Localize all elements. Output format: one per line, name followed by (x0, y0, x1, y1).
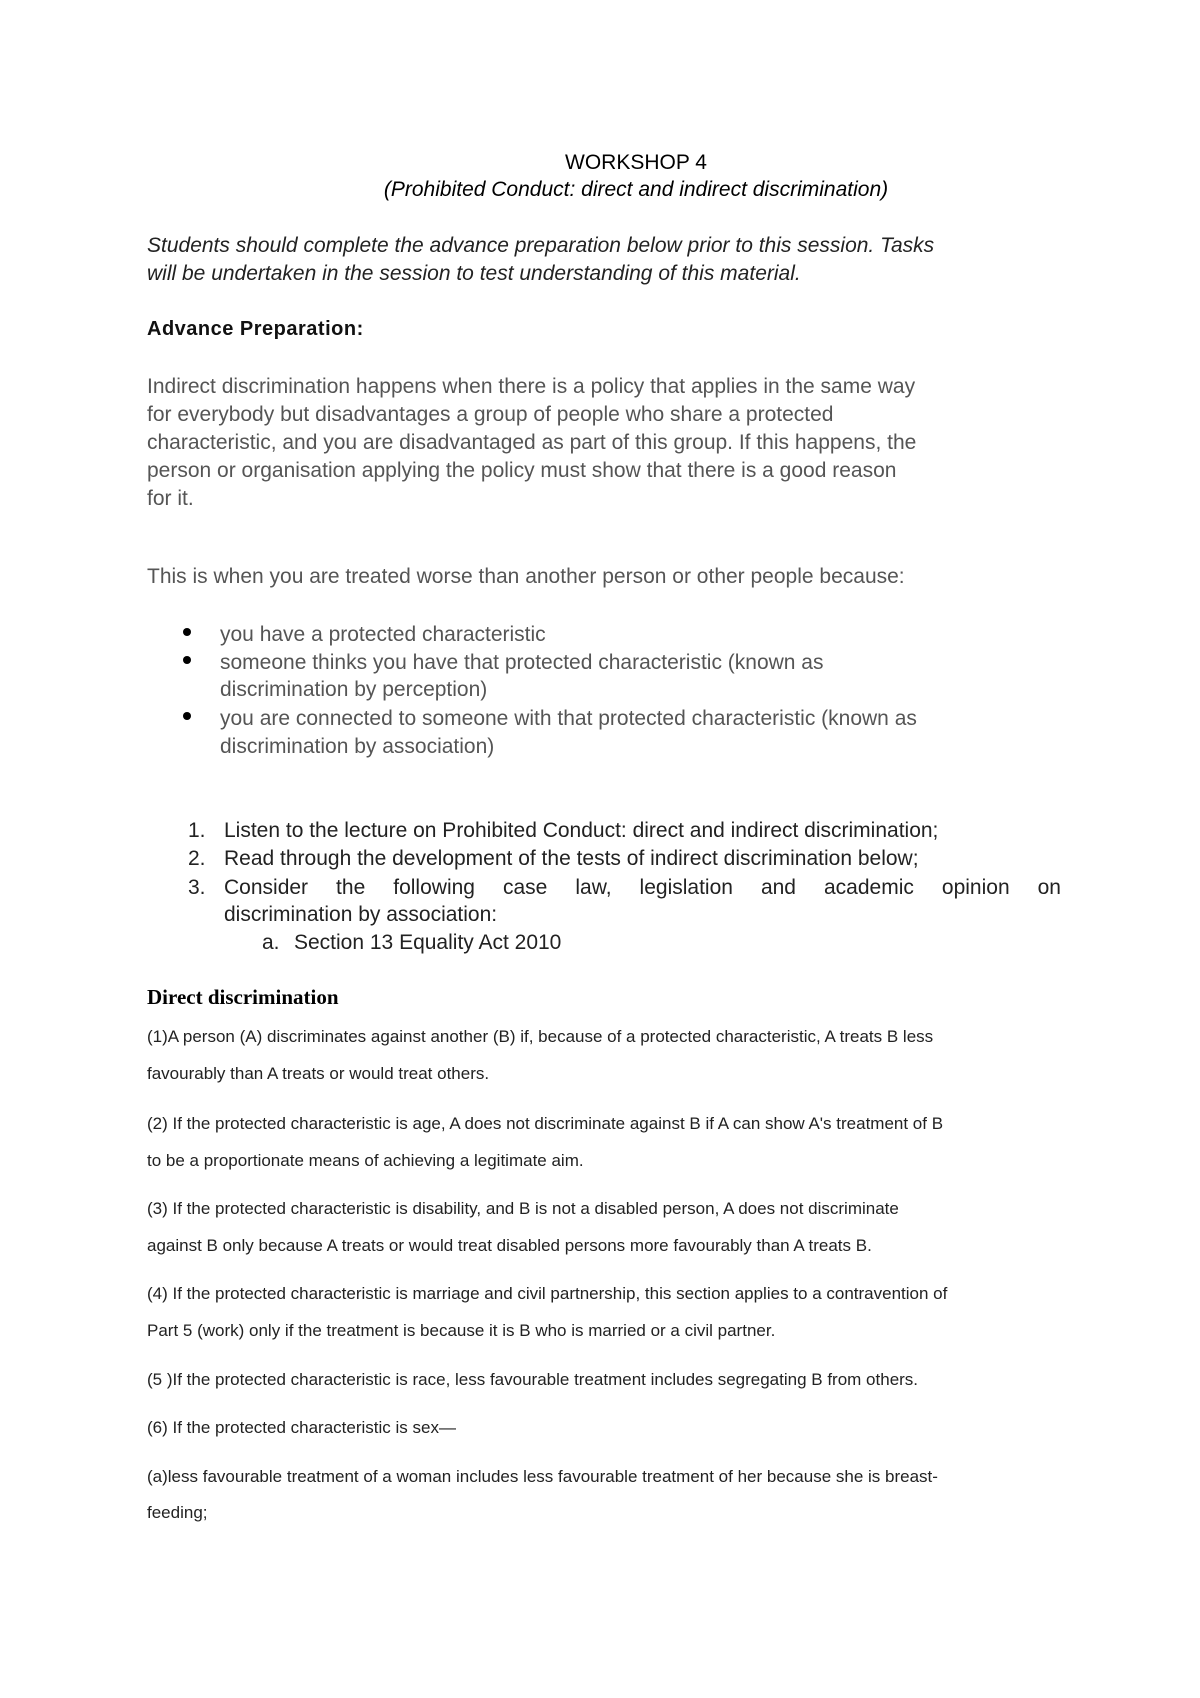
para-line: for it. (147, 487, 194, 510)
subtask-label: a. (262, 931, 280, 954)
task-number: 1. (188, 819, 206, 842)
task-text: Read through the development of the tests of indirect discrimination below; (224, 847, 919, 870)
task-text-cont: discrimination by association: (224, 903, 498, 926)
para-line: characteristic, and you are disadvantaged as part of this group. If this happens, the (147, 431, 917, 454)
bullet-icon (183, 656, 191, 664)
intro-line: will be undertaken in the session to test understanding of this material. (147, 262, 801, 285)
para-line: Indirect discrimination happens when there is a policy that applies in the same way (147, 375, 916, 398)
lead-text: This is when you are treated worse than another person or other people because: (147, 565, 905, 588)
clause-line: (5 )If the protected characteristic is race, less favourable treatment includes segregating B from others. (147, 1370, 919, 1389)
clause-line: (a)less favourable treatment of a woman includes less favourable treatment of her because she is breast- (147, 1467, 938, 1486)
task-number: 2. (188, 847, 206, 870)
task-text: Listen to the lecture on Prohibited Conduct: direct and indirect discrimination; (224, 819, 939, 842)
bullet-icon (183, 628, 191, 636)
task-number: 3. (188, 876, 206, 899)
bullet-item-cont: discrimination by perception) (220, 678, 488, 701)
para-line: for everybody but disadvantages a group of people who share a protected (147, 403, 834, 426)
bullet-item: you have a protected characteristic (220, 623, 546, 646)
clause-line: (6) If the protected characteristic is sex— (147, 1418, 456, 1437)
document-title: WORKSHOP 4 (565, 151, 707, 174)
clause-line: (2) If the protected characteristic is age, A does not discriminate against B if A can show A's treatment of B (147, 1114, 944, 1133)
clause-line: Part 5 (work) only if the treatment is because it is B who is married or a civil partner. (147, 1321, 776, 1340)
para-line: person or organisation applying the policy must show that there is a good reason (147, 459, 897, 482)
bullet-item: someone thinks you have that protected characteristic (known as (220, 651, 824, 674)
bullet-icon (183, 712, 191, 720)
bullet-item-cont: discrimination by association) (220, 735, 495, 758)
clause-line: feeding; (147, 1503, 208, 1522)
advance-heading: Advance Preparation: (147, 318, 364, 340)
clause-line: to be a proportionate means of achieving a legitimate aim. (147, 1151, 584, 1170)
clause-line: (4) If the protected characteristic is marriage and civil partnership, this section applies to a contravention of (147, 1284, 948, 1303)
intro-line: Students should complete the advance preparation below prior to this session. Tasks (147, 234, 935, 257)
bullet-item: you are connected to someone with that protected characteristic (known as (220, 707, 917, 730)
clause-line: against B only because A treats or would treat disabled persons more favourably than A treats B. (147, 1236, 872, 1255)
task-text: Consider the following case law, legislation and academic opinion on (224, 876, 1061, 899)
subtask-text: Section 13 Equality Act 2010 (294, 931, 562, 954)
clause-line: (3) If the protected characteristic is disability, and B is not a disabled person, A does not discriminate (147, 1199, 899, 1218)
clause-line: (1)A person (A) discriminates against another (B) if, because of a protected characteristic, A treats B less (147, 1027, 934, 1046)
document-subtitle: (Prohibited Conduct: direct and indirect discrimination) (383, 178, 889, 201)
direct-heading: Direct discrimination (147, 985, 339, 1009)
clause-line: favourably than A treats or would treat others. (147, 1064, 490, 1083)
